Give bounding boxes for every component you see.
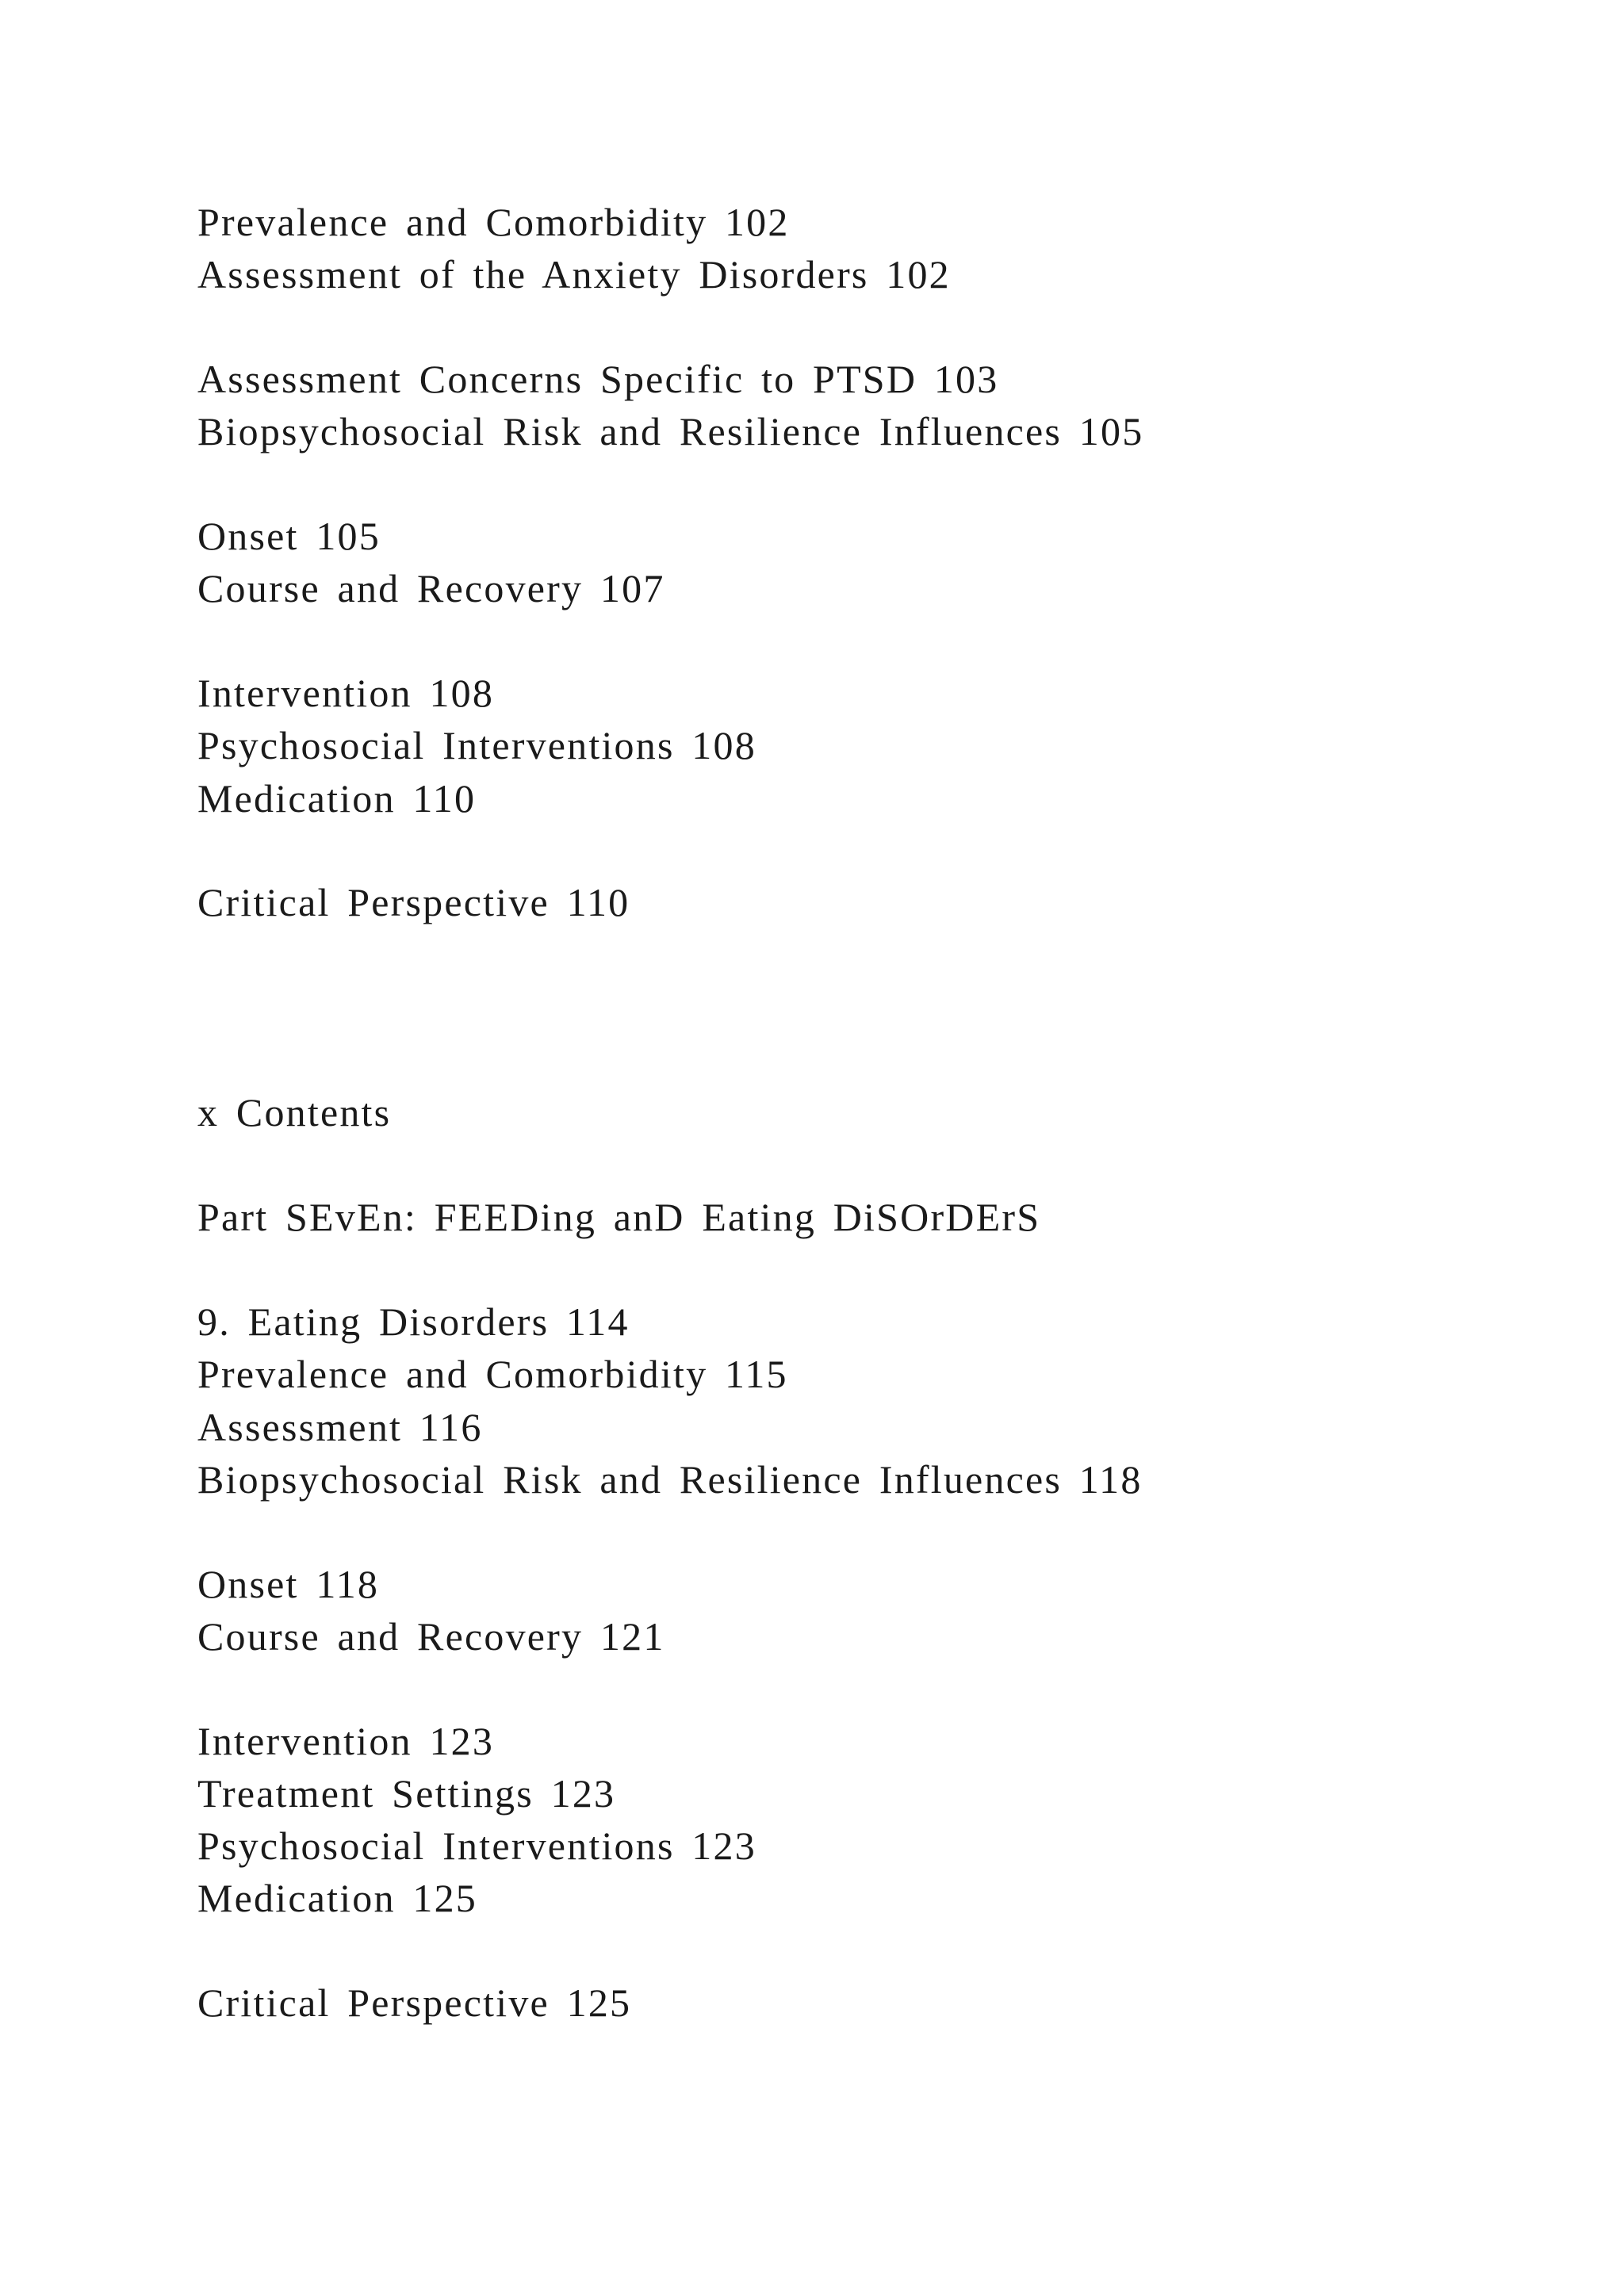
toc-entry: Intervention 123	[197, 1719, 495, 1763]
toc-entry: Prevalence and Comorbidity 115	[197, 1352, 788, 1396]
chapter-title: 9. Eating Disorders 114	[197, 1299, 630, 1344]
toc-entry: Psychosocial Interventions 123	[197, 1823, 756, 1868]
toc-entry: Medication 110	[197, 776, 477, 821]
toc-entry: Biopsychosocial Risk and Resilience Influences 118	[197, 1457, 1143, 1502]
running-header: x Contents	[197, 1090, 392, 1135]
part-title: Part SEvEn: FEEDing anD Eating DiSOrDErS	[197, 1195, 1041, 1239]
toc-entry: Prevalence and Comorbidity 102	[197, 200, 790, 244]
toc-entry: Psychosocial Interventions 108	[197, 723, 756, 767]
toc-entry: Medication 125	[197, 1876, 478, 1920]
toc-entry: Course and Recovery 121	[197, 1614, 665, 1659]
toc-entry: Treatment Settings 123	[197, 1771, 616, 1816]
toc-entry: Biopsychosocial Risk and Resilience Influences 105	[197, 409, 1144, 453]
toc-entry: Assessment 116	[197, 1405, 483, 1449]
toc-entry: Critical Perspective 110	[197, 880, 630, 924]
toc-entry: Intervention 108	[197, 671, 495, 715]
toc-entry: Onset 105	[197, 514, 381, 558]
toc-entry: Critical Perspective 125	[197, 1980, 632, 2025]
toc-entry: Assessment of the Anxiety Disorders 102	[197, 252, 951, 297]
toc-entry: Course and Recovery 107	[197, 566, 665, 610]
toc-entry: Assessment Concerns Specific to PTSD 103	[197, 357, 999, 401]
toc-entry: Onset 118	[197, 1562, 380, 1606]
